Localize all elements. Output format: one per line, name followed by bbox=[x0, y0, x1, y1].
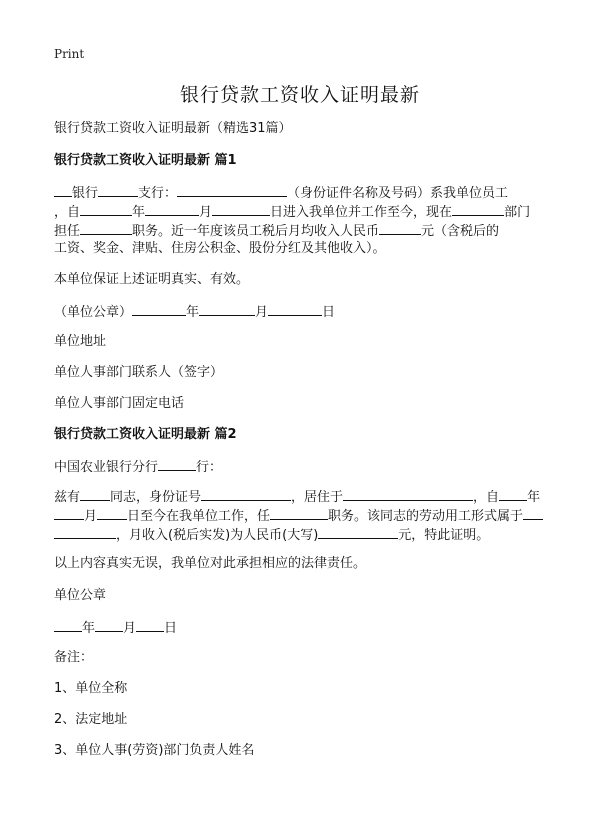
blank-field bbox=[379, 222, 421, 235]
blank-field bbox=[270, 507, 328, 520]
sec1-phone: 单位人事部门固定电话 bbox=[54, 396, 185, 411]
sec2-bank: 中国农业银行分行 行： bbox=[54, 460, 223, 475]
sec2-seal: 单位公章 bbox=[54, 588, 107, 603]
blank-field bbox=[136, 619, 164, 632]
print-label: Print bbox=[54, 47, 85, 61]
blank-field bbox=[54, 184, 72, 197]
blank-field bbox=[199, 303, 255, 316]
blank-field bbox=[158, 458, 196, 471]
page-title: 银行贷款工资收入证明最新 bbox=[179, 84, 420, 106]
blank-field bbox=[80, 203, 132, 216]
sec2-line-1: 兹有 同志，身份证号 ，居住于 ，自 年 bbox=[54, 490, 541, 505]
sec2-item-1: 1、单位全称 bbox=[54, 681, 128, 696]
sec2-line-2: 月 日至今在我单位工作，任 职务。该同志的劳动用工形式属于 bbox=[54, 507, 543, 525]
blank-field bbox=[212, 203, 270, 216]
sec2-line-3: ，月收入(税后实发)为人民币(大写) 元，特此证明。 bbox=[54, 526, 489, 544]
sec1-address: 单位地址 bbox=[54, 334, 107, 349]
blank-field bbox=[80, 488, 110, 501]
blank-field bbox=[268, 303, 322, 316]
blank-field bbox=[54, 507, 84, 520]
sec2-statement: 以上内容真实无误，我单位对此承担相应的法律责任。 bbox=[54, 556, 367, 571]
blank-field bbox=[98, 184, 138, 197]
sec1-line-2: ，自 年 月 日进入我单位并工作至今，现在 部门 bbox=[54, 205, 531, 220]
sec2-date: 年 月 日 bbox=[54, 619, 177, 637]
sec1-line-4: 工资、奖金、津贴、住房公积金、股份分红及其他收入）。 bbox=[54, 241, 386, 256]
blank-field bbox=[523, 507, 543, 520]
blank-field bbox=[54, 526, 116, 539]
sec2-item-2: 2、法定地址 bbox=[54, 712, 128, 727]
sec2-item-3: 3、单位人事(劳资)部门负责人姓名 bbox=[54, 743, 255, 758]
subtitle: 银行贷款工资收入证明最新（精选31篇） bbox=[54, 121, 292, 136]
sec1-statement: 本单位保证上述证明真实、有效。 bbox=[54, 272, 250, 287]
blank-field bbox=[499, 488, 527, 501]
blank-field bbox=[54, 619, 82, 632]
blank-field bbox=[318, 526, 398, 539]
blank-field bbox=[132, 303, 186, 316]
blank-field bbox=[177, 184, 287, 197]
sec1-line-1: 银行 支行： （身份证件名称及号码）系我单位员工 bbox=[54, 184, 508, 202]
blank-field bbox=[97, 507, 127, 520]
sec1-contact: 单位人事部门联系人（签字） bbox=[54, 365, 224, 380]
blank-field bbox=[145, 203, 199, 216]
blank-field bbox=[452, 203, 504, 216]
sec1-seal-date: （单位公章） 年 月 日 bbox=[54, 305, 336, 320]
section-1-heading: 银行贷款工资收入证明最新 篇1 bbox=[54, 153, 237, 168]
sec1-line-3: 担任 职务。近一年度该员工税后月均收入人民币 元（含税后的 bbox=[54, 224, 500, 239]
section-2-heading: 银行贷款工资收入证明最新 篇2 bbox=[54, 427, 237, 442]
sec2-note: 备注： bbox=[54, 650, 94, 665]
blank-field bbox=[201, 488, 291, 501]
blank-field bbox=[343, 488, 473, 501]
blank-field bbox=[95, 619, 123, 632]
blank-field bbox=[80, 222, 132, 235]
